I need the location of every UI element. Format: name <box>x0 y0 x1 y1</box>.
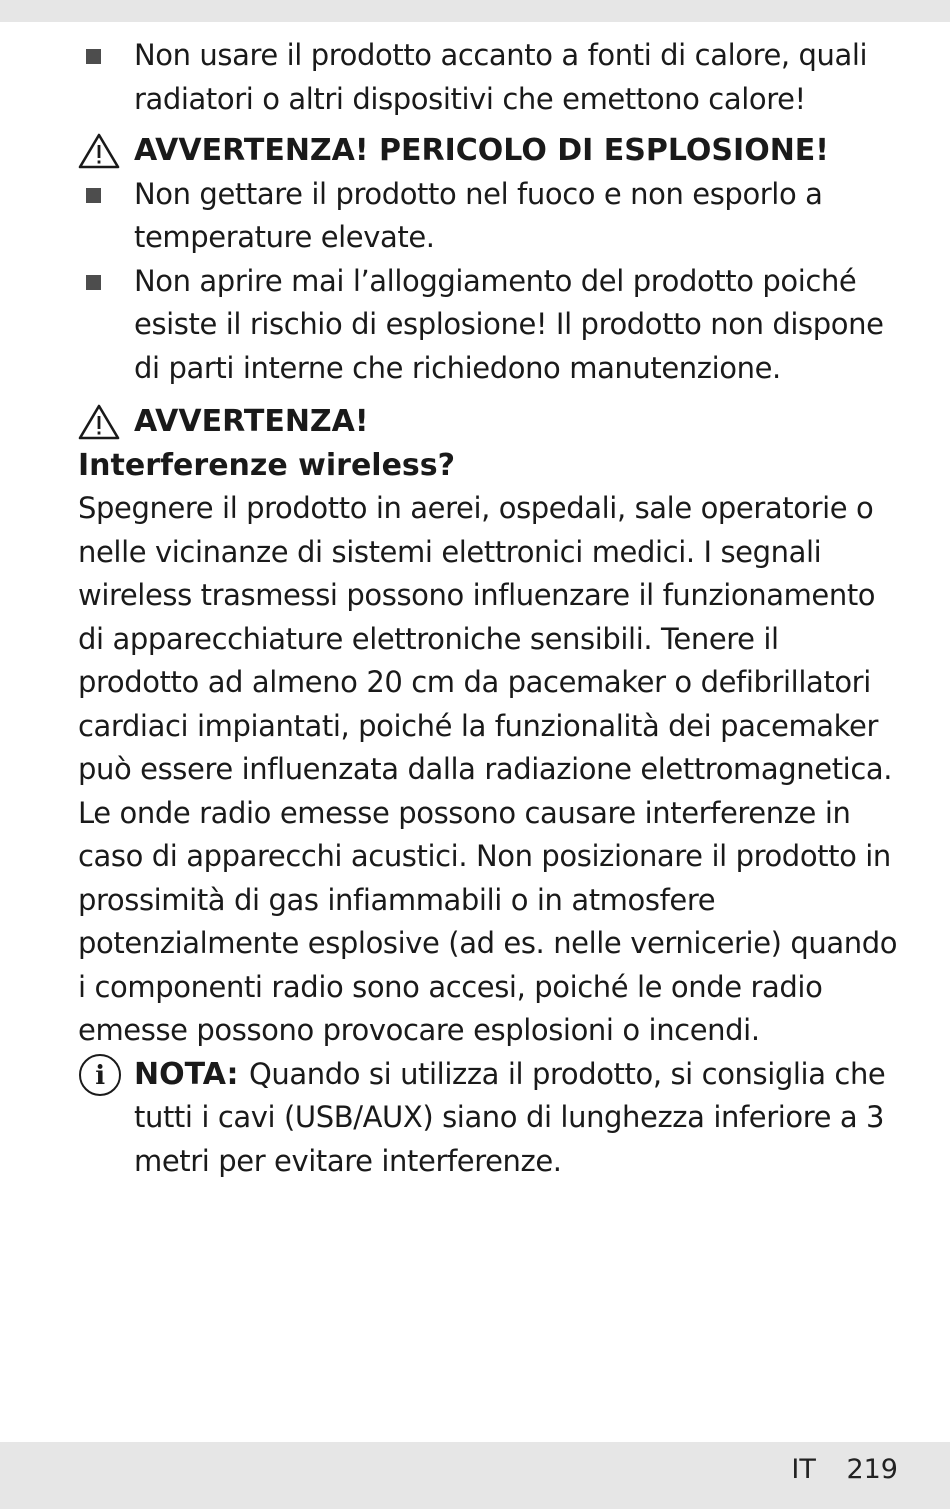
info-icon <box>78 1053 122 1097</box>
top-bar <box>0 0 950 22</box>
bullet-text: Non aprire mai l’alloggiamento del prodotto poiché esiste il rischio di esplosione! Il prodotto non dispone di parti interne che richiedono manutenzione. <box>134 263 884 385</box>
bullet-item <box>78 173 908 260</box>
warning-title: AVVERTENZA! <box>134 404 369 439</box>
square-bullet-icon <box>86 275 101 290</box>
bullet-item <box>78 34 908 121</box>
warning-title: AVVERTENZA! PERICOLO DI ESPLOSIONE! <box>134 133 829 168</box>
language-code: IT <box>791 1454 816 1485</box>
warning-heading-wireless <box>78 400 908 444</box>
square-bullet-icon <box>86 188 101 203</box>
note-block <box>78 1053 908 1184</box>
page-number: 219 <box>846 1454 898 1485</box>
warning-heading-explosion <box>78 129 908 173</box>
page-content <box>78 34 908 1183</box>
bullet-text: Non usare il prodotto accanto a fonti di calore, quali radiatori o altri dispositivi che emettono calore! <box>134 38 868 116</box>
note-label: NOTA: <box>134 1056 249 1092</box>
bullet-item <box>78 260 908 391</box>
bullet-text: Non gettare il prodotto nel fuoco e non esporlo a temperature elevate. <box>134 176 823 254</box>
note-text: Quando si utilizza il prodotto, si consiglia che tutti i cavi (USB/AUX) siano di lunghezza inferiore a 3 metri per evitare interferenze. <box>134 1056 886 1178</box>
square-bullet-icon <box>86 49 101 64</box>
subheading: Interferenze wireless? <box>78 447 456 483</box>
page-footer <box>0 1442 950 1509</box>
svg-text:i: i <box>95 1060 105 1091</box>
warning-triangle-icon <box>78 404 120 440</box>
footer-text <box>791 1454 898 1485</box>
body-paragraph: Spegnere il prodotto in aerei, ospedali, sale operatorie o nelle vicinanze di sistemi elettronici medici. I segnali wireless trasmessi possono influenzare il funzionamento di apparecchiature elettroniche sensibili. Tenere il prodotto ad almeno 20 cm da pacemaker o defibrillatori cardiaci impiantati, poiché la funzionalità dei pacemaker può essere influenzata dalla radiazione elettromagnetica. Le onde radio emesse possono causare interferenze in caso di apparecchi acustici. Non posizionare il prodotto in prossimità di gas infiammabili o in atmosfere potenzialmente esplosive (ad es. nelle vernicerie) quando i componenti radio sono accesi, poiché le onde radio emesse possono provocare esplosioni o incendi. <box>78 491 898 1047</box>
warning-triangle-icon <box>78 133 120 169</box>
